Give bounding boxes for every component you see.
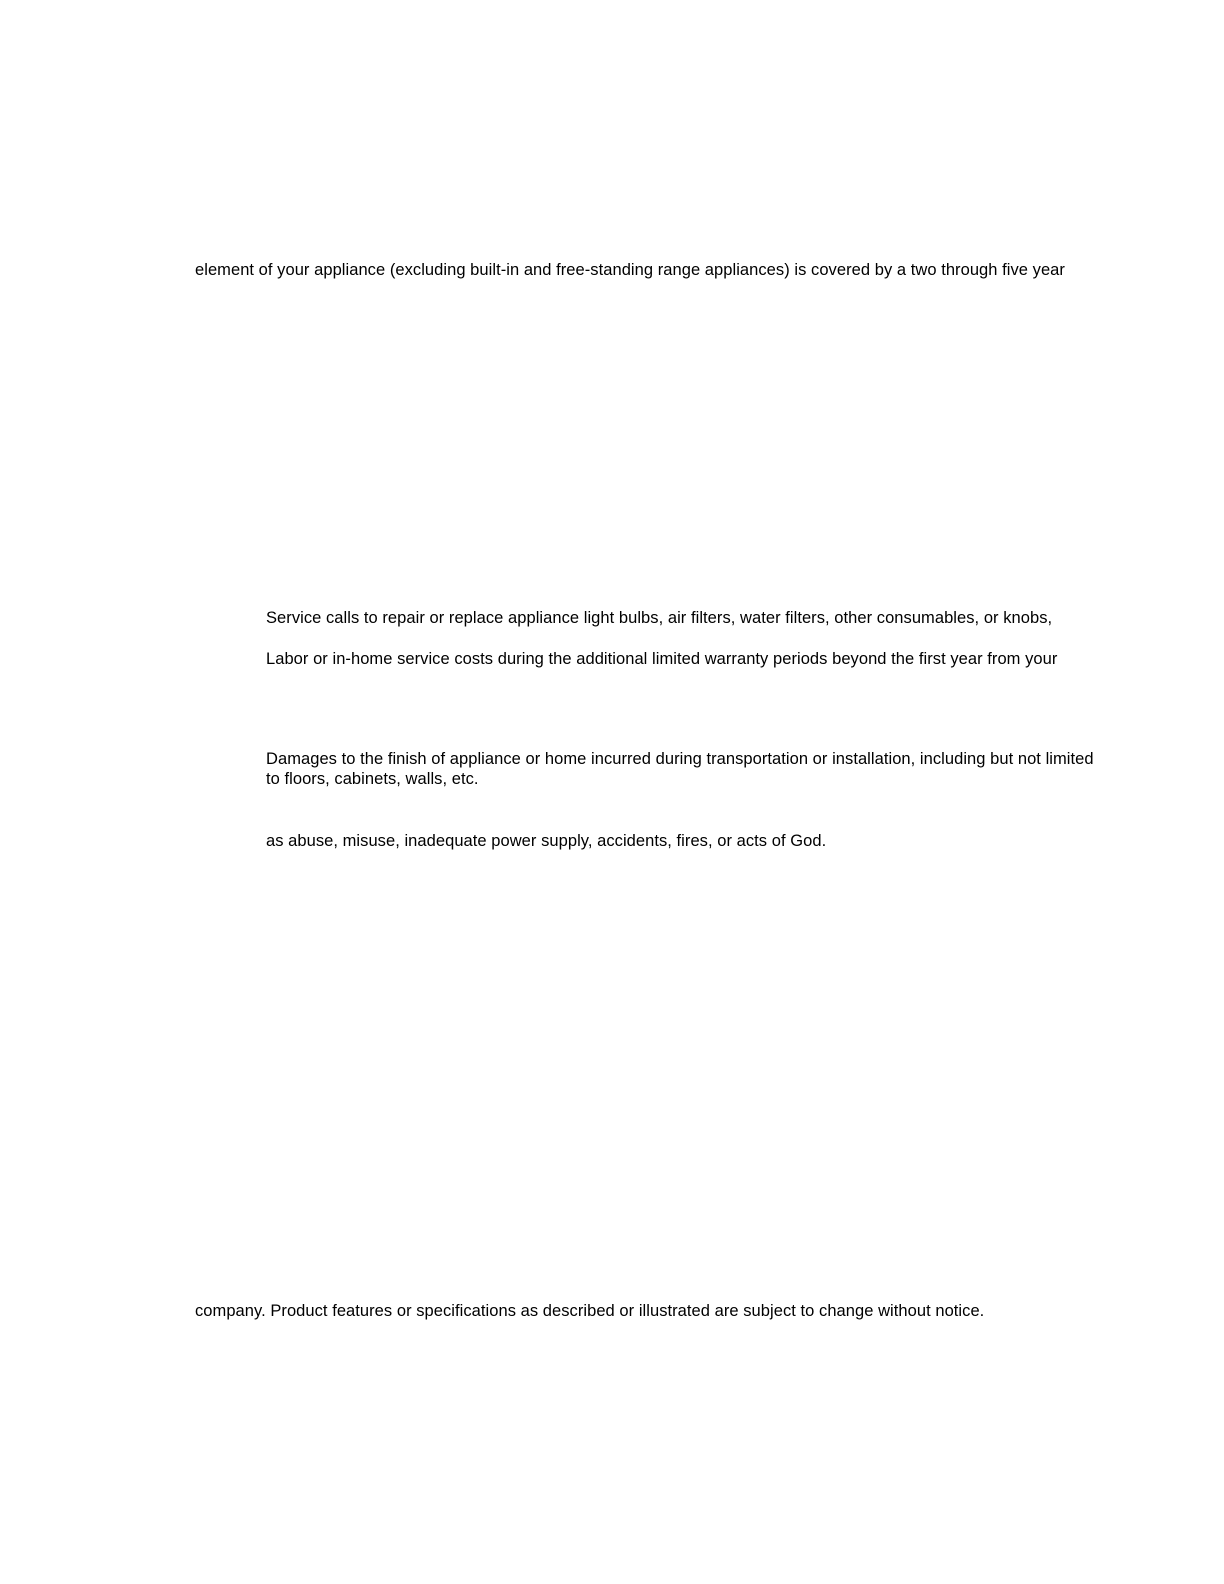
exclusion-abuse-misuse-text: as abuse, misuse, inadequate power supply, accidents, fires, or acts of God. <box>266 832 827 850</box>
exclusion-damages-finish-text: Damages to the finish of appliance or home incurred during transportation or installation, including but not limited to floors, cabinets, walls, etc. <box>266 750 1094 788</box>
exclusion-service-calls-text: Service calls to repair or replace appliance light bulbs, air filters, water filters, other consumables, or knobs, <box>266 609 1053 627</box>
exclusion-labor-costs-text: Labor or in-home service costs during the additional limited warranty periods beyond the first year from your <box>266 650 1058 668</box>
warranty-element-text: element of your appliance (excluding built-in and free-standing range appliances) is covered by a two through five year <box>195 261 1065 279</box>
company-notice-text: company. Product features or specifications as described or illustrated are subject to change without notice. <box>195 1302 985 1320</box>
